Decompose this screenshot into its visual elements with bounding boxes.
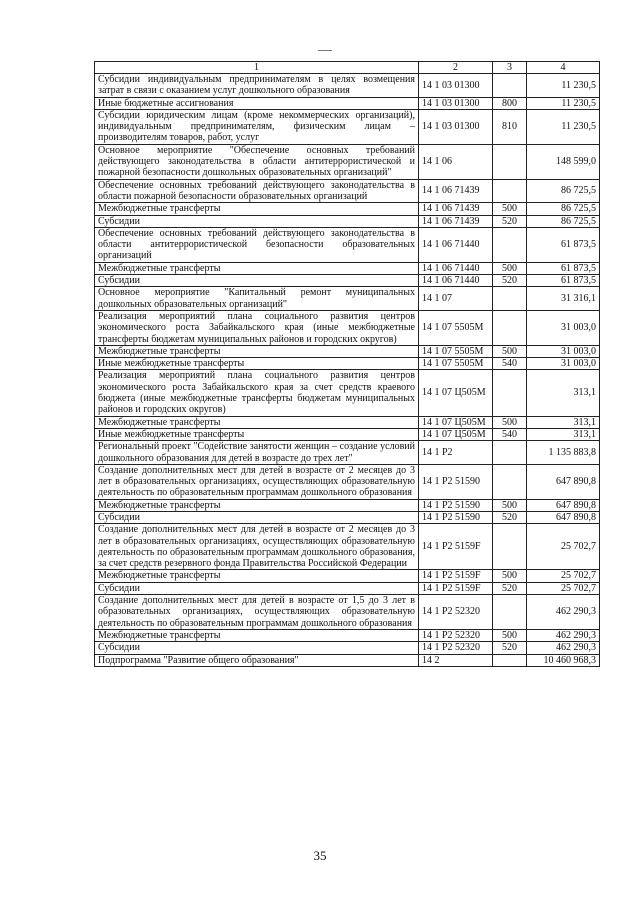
row-amount: 31 003,0 bbox=[527, 310, 600, 345]
row-vr: 800 bbox=[493, 97, 527, 109]
row-vr bbox=[493, 179, 527, 203]
table-row bbox=[95, 227, 600, 262]
row-code: 14 1 P2 52320 bbox=[419, 642, 493, 654]
row-vr: 540 bbox=[493, 358, 527, 370]
row-amount: 462 290,3 bbox=[527, 629, 600, 641]
row-name: Субсидии bbox=[95, 582, 419, 594]
row-code: 14 1 03 01300 bbox=[419, 97, 493, 109]
table-row bbox=[95, 570, 600, 582]
table-row bbox=[95, 262, 600, 274]
row-vr bbox=[493, 464, 527, 499]
row-code: 14 1 P2 51590 bbox=[419, 511, 493, 523]
table-row bbox=[95, 109, 600, 144]
row-vr: 500 bbox=[493, 499, 527, 511]
row-name: Региональный проект "Содействие занятости женщин – создание условий дошкольного образования для детей в возрасте до трех лет" bbox=[95, 441, 419, 465]
row-code: 14 1 06 71439 bbox=[419, 215, 493, 227]
row-name: Реализация мероприятий плана социального развития центров экономического роста Забайкальского края (иные межбюджетные трансферты бюджетам муниципальных районов и городских округов) bbox=[95, 310, 419, 345]
row-code: 14 1 03 01300 bbox=[419, 74, 493, 98]
row-vr bbox=[493, 227, 527, 262]
row-code: 14 1 P2 52320 bbox=[419, 595, 493, 630]
row-amount: 86 725,5 bbox=[527, 179, 600, 203]
row-name: Субсидии bbox=[95, 511, 419, 523]
row-vr: 540 bbox=[493, 428, 527, 440]
row-amount: 148 599,0 bbox=[527, 144, 600, 179]
row-amount: 11 230,5 bbox=[527, 109, 600, 144]
row-code: 14 1 06 71439 bbox=[419, 179, 493, 203]
row-code: 14 1 06 71440 bbox=[419, 227, 493, 262]
table-row bbox=[95, 629, 600, 641]
row-amount: 313,1 bbox=[527, 428, 600, 440]
row-amount: 313,1 bbox=[527, 370, 600, 416]
row-amount: 462 290,3 bbox=[527, 595, 600, 630]
row-name: Межбюджетные трансферты bbox=[95, 416, 419, 428]
row-amount: 25 702,7 bbox=[527, 582, 600, 594]
row-amount: 647 890,8 bbox=[527, 464, 600, 499]
table-row bbox=[95, 642, 600, 654]
row-vr: 500 bbox=[493, 262, 527, 274]
row-code: 14 1 07 5505M bbox=[419, 358, 493, 370]
table-row bbox=[95, 358, 600, 370]
row-name: Межбюджетные трансферты bbox=[95, 499, 419, 511]
row-vr bbox=[493, 595, 527, 630]
header-col-3: 3 bbox=[493, 62, 527, 74]
row-vr: 500 bbox=[493, 629, 527, 641]
row-amount: 11 230,5 bbox=[527, 74, 600, 98]
row-amount: 25 702,7 bbox=[527, 524, 600, 570]
table-row bbox=[95, 524, 600, 570]
row-name: Создание дополнительных мест для детей в возрасте от 1,5 до 3 лет в образовательных организациях, осуществляющих образовательную деятельность по образовательным программам дошкольного образования bbox=[95, 595, 419, 630]
row-vr bbox=[493, 654, 527, 666]
row-name: Подпрограмма "Развитие общего образования" bbox=[95, 654, 419, 666]
row-name: Создание дополнительных мест для детей в возрасте от 2 месяцев до 3 лет в образовательных организациях, осуществляющих образовательную деятельность по образовательным программам дошкольного образования, за счет средств резервного фонда Правительства Российской Федерации bbox=[95, 524, 419, 570]
table-row bbox=[95, 97, 600, 109]
row-amount: 10 460 968,3 bbox=[527, 654, 600, 666]
row-code: 14 1 P2 52320 bbox=[419, 629, 493, 641]
table-row bbox=[95, 275, 600, 287]
header-row bbox=[95, 62, 600, 74]
row-name: Межбюджетные трансферты bbox=[95, 203, 419, 215]
page-number: 35 bbox=[313, 848, 327, 863]
row-amount: 462 290,3 bbox=[527, 642, 600, 654]
table-body bbox=[95, 74, 600, 667]
row-code: 14 1 03 01300 bbox=[419, 109, 493, 144]
top-mark bbox=[318, 50, 332, 51]
row-vr bbox=[493, 74, 527, 98]
row-code: 14 1 07 Ц505M bbox=[419, 416, 493, 428]
row-code: 14 2 bbox=[419, 654, 493, 666]
row-code: 14 1 07 Ц505M bbox=[419, 370, 493, 416]
row-amount: 31 316,1 bbox=[527, 287, 600, 311]
header-col-1: 1 bbox=[95, 62, 419, 74]
row-code: 14 1 06 71440 bbox=[419, 262, 493, 274]
row-vr bbox=[493, 524, 527, 570]
row-vr: 520 bbox=[493, 582, 527, 594]
row-code: 14 1 06 bbox=[419, 144, 493, 179]
table-row bbox=[95, 310, 600, 345]
row-vr bbox=[493, 310, 527, 345]
row-vr: 520 bbox=[493, 215, 527, 227]
row-code: 14 1 07 Ц505M bbox=[419, 428, 493, 440]
row-code: 14 1 07 bbox=[419, 287, 493, 311]
row-name: Межбюджетные трансферты bbox=[95, 629, 419, 641]
table-row bbox=[95, 511, 600, 523]
row-vr: 500 bbox=[493, 416, 527, 428]
row-vr: 500 bbox=[493, 345, 527, 357]
row-vr: 520 bbox=[493, 275, 527, 287]
table-row bbox=[95, 345, 600, 357]
row-code: 14 1 06 71439 bbox=[419, 203, 493, 215]
row-code: 14 1 P2 bbox=[419, 441, 493, 465]
row-name: Иные межбюджетные трансферты bbox=[95, 358, 419, 370]
row-vr: 500 bbox=[493, 570, 527, 582]
row-amount: 11 230,5 bbox=[527, 97, 600, 109]
row-name: Иные бюджетные ассигнования bbox=[95, 97, 419, 109]
row-name: Субсидии юридическим лицам (кроме некоммерческих организаций), индивидуальным предпринимателям, физическим лицам – производителям товаров, работ, услуг bbox=[95, 109, 419, 144]
row-name: Субсидии bbox=[95, 275, 419, 287]
row-vr bbox=[493, 441, 527, 465]
table-row bbox=[95, 144, 600, 179]
row-code: 14 1 06 71440 bbox=[419, 275, 493, 287]
row-amount: 86 725,5 bbox=[527, 203, 600, 215]
row-name: Межбюджетные трансферты bbox=[95, 262, 419, 274]
row-amount: 86 725,5 bbox=[527, 215, 600, 227]
row-name: Создание дополнительных мест для детей в возрасте от 2 месяцев до 3 лет в образовательных организациях, осуществляющих образовательную деятельность по образовательным программам дошкольного образования bbox=[95, 464, 419, 499]
table-row bbox=[95, 464, 600, 499]
row-code: 14 1 P2 5159F bbox=[419, 570, 493, 582]
table-row bbox=[95, 215, 600, 227]
table-row bbox=[95, 416, 600, 428]
row-amount: 61 873,5 bbox=[527, 262, 600, 274]
table-row bbox=[95, 654, 600, 666]
row-amount: 25 702,7 bbox=[527, 570, 600, 582]
table-row bbox=[95, 370, 600, 416]
row-vr: 810 bbox=[493, 109, 527, 144]
row-name: Субсидии индивидуальным предпринимателям в целях возмещения затрат в связи с оказанием услуг дошкольного образования bbox=[95, 74, 419, 98]
table-row bbox=[95, 203, 600, 215]
row-amount: 647 890,8 bbox=[527, 511, 600, 523]
row-name: Межбюджетные трансферты bbox=[95, 570, 419, 582]
row-vr bbox=[493, 144, 527, 179]
row-vr bbox=[493, 370, 527, 416]
row-name: Субсидии bbox=[95, 215, 419, 227]
row-vr: 520 bbox=[493, 642, 527, 654]
row-name: Межбюджетные трансферты bbox=[95, 345, 419, 357]
budget-table bbox=[94, 61, 600, 667]
table-row bbox=[95, 428, 600, 440]
row-code: 14 1 P2 51590 bbox=[419, 464, 493, 499]
row-code: 14 1 07 5505M bbox=[419, 345, 493, 357]
row-code: 14 1 P2 5159F bbox=[419, 524, 493, 570]
row-name: Реализация мероприятий плана социального развития центров экономического роста Забайкальского края за счет средств краевого бюджета (иные межбюджетные трансферты бюджетам муниципальных районов и городских округов) bbox=[95, 370, 419, 416]
row-code: 14 1 P2 51590 bbox=[419, 499, 493, 511]
row-name: Субсидии bbox=[95, 642, 419, 654]
row-amount: 313,1 bbox=[527, 416, 600, 428]
row-code: 14 1 07 5505M bbox=[419, 310, 493, 345]
table-row bbox=[95, 441, 600, 465]
row-name: Обеспечение основных требований действующего законодательства в области антитеррористической безопасности образовательных организаций bbox=[95, 227, 419, 262]
row-vr bbox=[493, 287, 527, 311]
row-amount: 61 873,5 bbox=[527, 227, 600, 262]
table-row bbox=[95, 499, 600, 511]
table-row bbox=[95, 179, 600, 203]
table-row bbox=[95, 582, 600, 594]
table-row bbox=[95, 74, 600, 98]
row-name: Обеспечение основных требований действующего законодательства в области пожарной безопасности образовательных организаций bbox=[95, 179, 419, 203]
table-row bbox=[95, 287, 600, 311]
row-amount: 647 890,8 bbox=[527, 499, 600, 511]
row-name: Основное мероприятие "Капитальный ремонт муниципальных дошкольных образовательных организаций" bbox=[95, 287, 419, 311]
row-amount: 1 135 883,8 bbox=[527, 441, 600, 465]
row-vr: 500 bbox=[493, 203, 527, 215]
header-col-2: 2 bbox=[419, 62, 493, 74]
table-row bbox=[95, 595, 600, 630]
row-vr: 520 bbox=[493, 511, 527, 523]
row-name: Иные межбюджетные трансферты bbox=[95, 428, 419, 440]
row-amount: 61 873,5 bbox=[527, 275, 600, 287]
row-amount: 31 003,0 bbox=[527, 358, 600, 370]
row-amount: 31 003,0 bbox=[527, 345, 600, 357]
header-col-4: 4 bbox=[527, 62, 600, 74]
row-code: 14 1 P2 5159F bbox=[419, 582, 493, 594]
row-name: Основное мероприятие "Обеспечение основных требований действующего законодательства в области антитеррористической и пожарной безопасности дошкольных образовательных организаций" bbox=[95, 144, 419, 179]
